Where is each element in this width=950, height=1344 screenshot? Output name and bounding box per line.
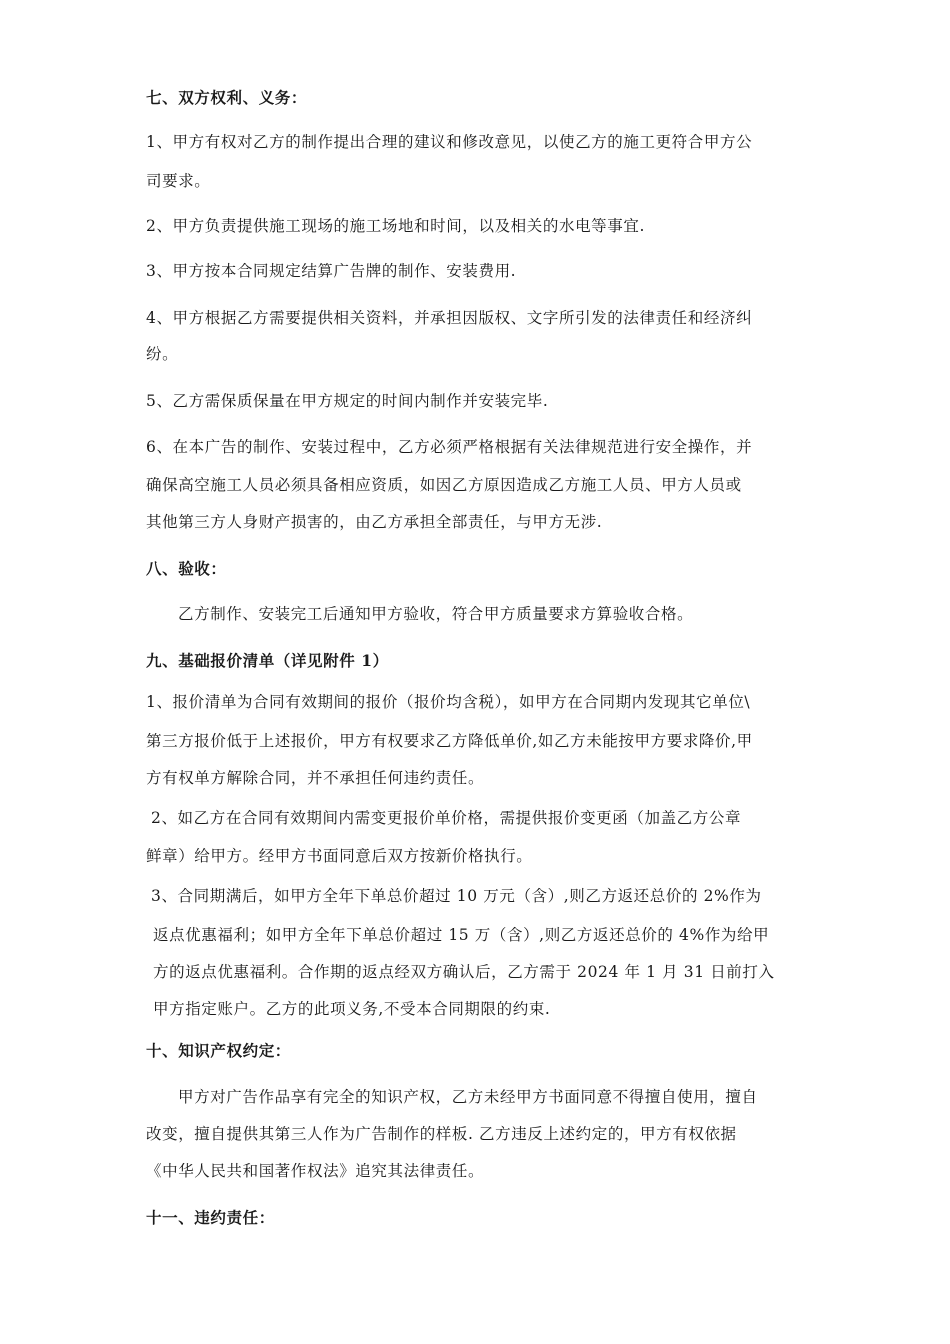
- section-9-item-2-line-1: 2、如乙方在合同有效期间内需变更报价单价格，需提供报价变更函（加盖乙方公章: [151, 809, 742, 827]
- section-7-item-4-line-1: 4、甲方根据乙方需要提供相关资料，并承担因版权、文字所引发的法律责任和经济纠: [146, 309, 753, 327]
- section-9-item-2-line-2: 鲜章）给甲方。经甲方书面同意后双方按新价格执行。: [146, 847, 533, 865]
- section-7-item-6-line-3: 其他第三方人身财产损害的，由乙方承担全部责任，与甲方无涉.: [146, 513, 603, 531]
- section-9-item-3-line-4: 甲方指定账户。乙方的此项义务,不受本合同期限的约束.: [153, 1000, 551, 1018]
- section-10-body-line-1: 甲方对广告作品享有完全的知识产权，乙方未经甲方书面同意不得擅自使用，擅自: [178, 1088, 758, 1106]
- section-11-heading: 十一、违约责任：: [146, 1208, 275, 1227]
- section-8-body: 乙方制作、安装完工后通知甲方验收，符合甲方质量要求方算验收合格。: [178, 605, 694, 623]
- section-10-heading: 十、知识产权约定：: [146, 1041, 291, 1060]
- section-8-heading: 八、验收：: [146, 559, 227, 578]
- section-10-body-line-3: 《中华人民共和国著作权法》追究其法律责任。: [146, 1162, 485, 1180]
- section-7-item-5: 5、乙方需保质保量在甲方规定的时间内制作并安装完毕.: [146, 392, 549, 410]
- section-7-item-4-line-2: 纷。: [146, 345, 179, 363]
- section-7-item-3: 3、甲方按本合同规定结算广告牌的制作、安装费用.: [146, 262, 517, 280]
- section-9-item-3-line-2: 返点优惠福利；如甲方全年下单总价超过 15 万（含）,则乙方返还总价的 4%作为给甲: [153, 926, 770, 944]
- section-7-item-6-line-1: 6、在本广告的制作、安装过程中，乙方必须严格根据有关法律规范进行安全操作，并: [146, 438, 753, 456]
- section-9-item-1-line-3: 方有权单方解除合同，并不承担任何违约责任。: [146, 769, 485, 787]
- section-7-item-1-line-2: 司要求。: [146, 172, 211, 190]
- section-9-heading: 九、基础报价清单（详见附件 1）: [146, 651, 389, 670]
- section-9-item-1-line-1: 1、报价清单为合同有效期间的报价（报价均含税），如甲方在合同期内发现其它单位\: [146, 693, 751, 711]
- section-7-item-6-line-2: 确保高空施工人员必须具备相应资质，如因乙方原因造成乙方施工人员、甲方人员或: [146, 476, 742, 494]
- section-9-item-3-line-3: 方的返点优惠福利。合作期的返点经双方确认后，乙方需于 2024 年 1 月 31 日前打入: [153, 963, 775, 981]
- section-9-item-3-line-1: 3、合同期满后，如甲方全年下单总价超过 10 万元（含）,则乙方返还总价的 2%作为: [151, 887, 762, 905]
- section-7-item-1-line-1: 1、甲方有权对乙方的制作提出合理的建议和修改意见，以使乙方的施工更符合甲方公: [146, 133, 753, 151]
- section-10-body-line-2: 改变，擅自提供其第三人作为广告制作的样板. 乙方违反上述约定的，甲方有权依据: [146, 1125, 737, 1143]
- section-7-heading: 七、双方权利、义务：: [146, 88, 308, 107]
- section-7-item-2: 2、甲方负责提供施工现场的施工场地和时间，以及相关的水电等事宜.: [146, 217, 645, 235]
- section-9-item-1-line-2: 第三方报价低于上述报价，甲方有权要求乙方降低单价,如乙方未能按甲方要求降价,甲: [146, 732, 753, 750]
